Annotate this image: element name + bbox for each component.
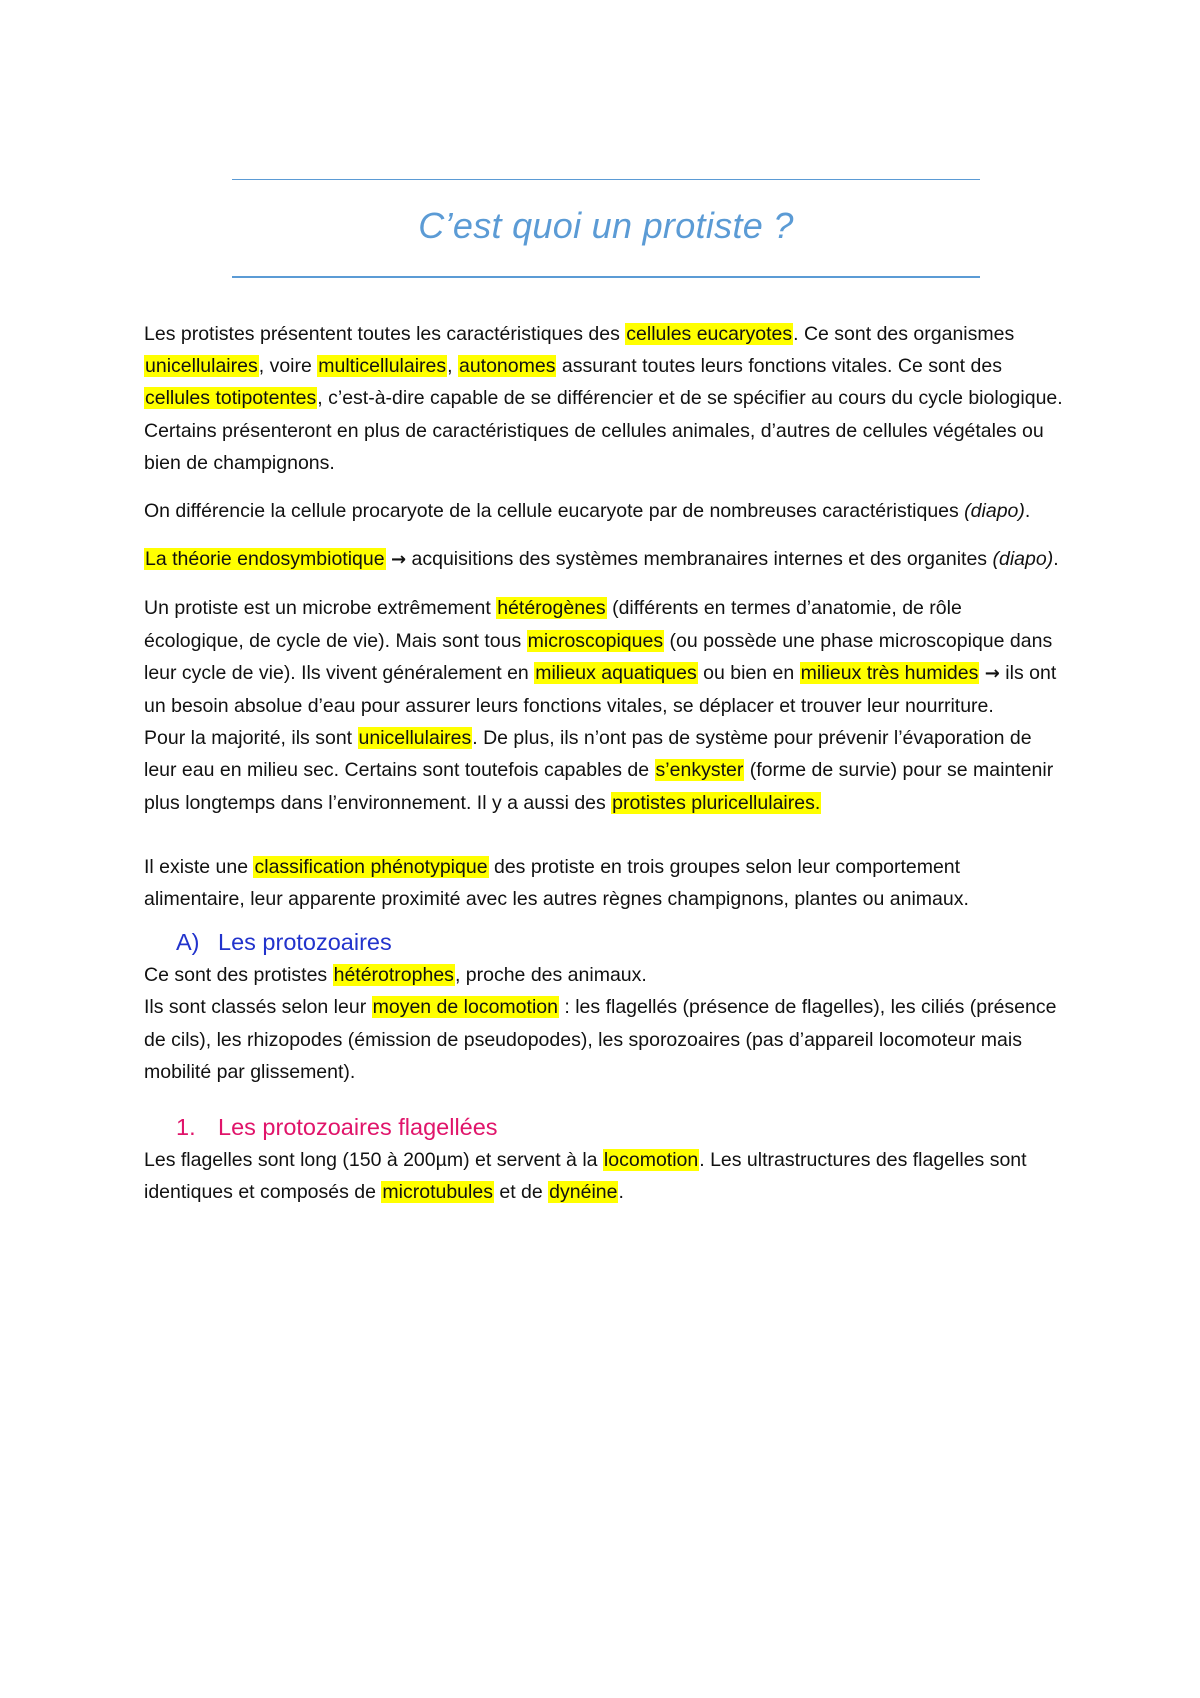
highlight: microtubules [382, 1181, 493, 1204]
document-title: C’est quoi un protiste ? [418, 205, 794, 246]
highlight: protistes pluricellulaires. [612, 791, 821, 814]
text-run: . [1053, 548, 1059, 571]
text-run: Pour la majorité, ils sont [144, 727, 358, 750]
arrow-icon: → [984, 662, 1000, 684]
text-run: assurant toutes leurs fonctions vitales. Ce sont des [556, 355, 1002, 378]
heading-text: Les protozoaires flagellées [218, 1114, 498, 1141]
text-run: , [447, 355, 458, 378]
italic-note: (diapo) [992, 548, 1054, 571]
highlight: unicellulaires [358, 727, 472, 750]
heading-protozoaires [176, 925, 1064, 959]
title-rule-bottom [232, 276, 980, 278]
highlight: cellules totipotentes [145, 387, 317, 410]
highlight: milieux très humides [800, 661, 979, 684]
text-run: (forme de survie) pour se maintenir plus longtemps dans l’environnement. Il y a aussi des [144, 759, 1054, 814]
heading-label: A) [176, 929, 200, 956]
text-run: (ou possède une phase microscopique dans leur cycle de vie). Ils vivent généralement en [144, 629, 1053, 684]
text-run: . De plus, ils n’ont pas de système pour prévenir l’évaporation de leur eau en milieu sec. Certains sont toutefois capables de [144, 727, 1032, 782]
heading-flagellees [176, 1110, 1064, 1144]
highlight: unicellulaires [145, 355, 258, 378]
paragraph-endosymbiotic [144, 543, 1064, 576]
text-run: Il existe une [144, 855, 254, 878]
highlight: locomotion [603, 1149, 699, 1172]
highlight: hétérogènes [497, 597, 606, 620]
text-run: ou bien en [697, 661, 800, 684]
paragraph-heterogeneous [144, 592, 1064, 722]
text-run: , voire [258, 355, 318, 378]
text-run: des protiste en trois groupes selon leur comportement alimentaire, leur apparente proximité avec les autres règnes champignons, plantes ou animaux. [144, 855, 969, 911]
highlight: dynéine [549, 1181, 618, 1204]
text-run: Un protiste est un microbe extrêmement [144, 597, 497, 620]
text-run: Ce sont des protistes [144, 964, 333, 987]
paragraph-unicellular [144, 722, 1064, 819]
heading-text: Les protozoaires [218, 929, 392, 956]
text-run: . [618, 1181, 624, 1204]
highlight: La théorie endosymbiotique [145, 548, 385, 571]
highlight: hétérotrophes [333, 964, 454, 987]
text-run: et de [493, 1181, 549, 1204]
text-run: ils ont un besoin absolue d’eau pour assurer leurs fonctions vitales, se déplacer et trouver leur nourriture. [144, 661, 1057, 718]
text-run: Les flagelles sont long (150 à 200µm) et servent à la [144, 1149, 603, 1172]
paragraph-flagelles [144, 1144, 1064, 1208]
paragraph-locomotion [144, 991, 1064, 1088]
paragraph-heterotrophes [144, 959, 1064, 991]
highlight: multicellulaires [318, 355, 447, 378]
text-run: Ils sont classés selon leur [144, 996, 372, 1019]
highlight: moyen de locomotion [372, 996, 558, 1019]
text-run: acquisitions des systèmes membranaires internes et des organites [406, 548, 993, 571]
title-rule-top [232, 179, 980, 180]
text-run: . [1024, 500, 1031, 523]
text-run: : les flagellés (présence de flagelles), les ciliés (présence de cils), les rhizopodes (émission de pseudopodes), les sporozoaires (pas d’appareil locomoteur mais mobilité par glissement). [144, 996, 1057, 1083]
text-run: , proche des animaux. [454, 964, 647, 987]
highlight: classification phénotypique [254, 855, 488, 878]
paragraph-procaryote [144, 495, 1064, 527]
paragraph-definition [144, 318, 1064, 479]
arrow-icon: → [391, 549, 407, 571]
highlight: cellules eucaryotes [626, 323, 793, 345]
text-run: . Ce sont des organismes [793, 323, 1015, 345]
text-run: , c’est-à-dire capable de se différencier et de se spécifier au cours du cycle biologique. Certains présenteront en plus de caractéristiques de cellules animales, d’autres de cellules végétales ou bien de champignons. [144, 387, 1063, 474]
text-run: Les protistes présentent toutes les caractéristiques des [144, 323, 626, 345]
highlight: s’enkyster [655, 759, 744, 782]
text-run: On différencie la cellule procaryote de la cellule eucaryote par de nombreuses caractéristiques [144, 500, 965, 523]
heading-label: 1. [176, 1114, 196, 1141]
highlight: microscopiques [527, 629, 664, 652]
highlight: milieux aquatiques [535, 661, 697, 684]
text-run: . Les ultrastructures des flagelles sont identiques et composés de [144, 1149, 1027, 1204]
document-body [144, 318, 1064, 1208]
highlight: autonomes [458, 355, 556, 378]
text-run: (différents en termes d’anatomie, de rôle écologique, de cycle de vie). Mais sont tous [144, 597, 962, 652]
paragraph-classification [144, 851, 1064, 915]
italic-note: (diapo) [964, 500, 1025, 523]
